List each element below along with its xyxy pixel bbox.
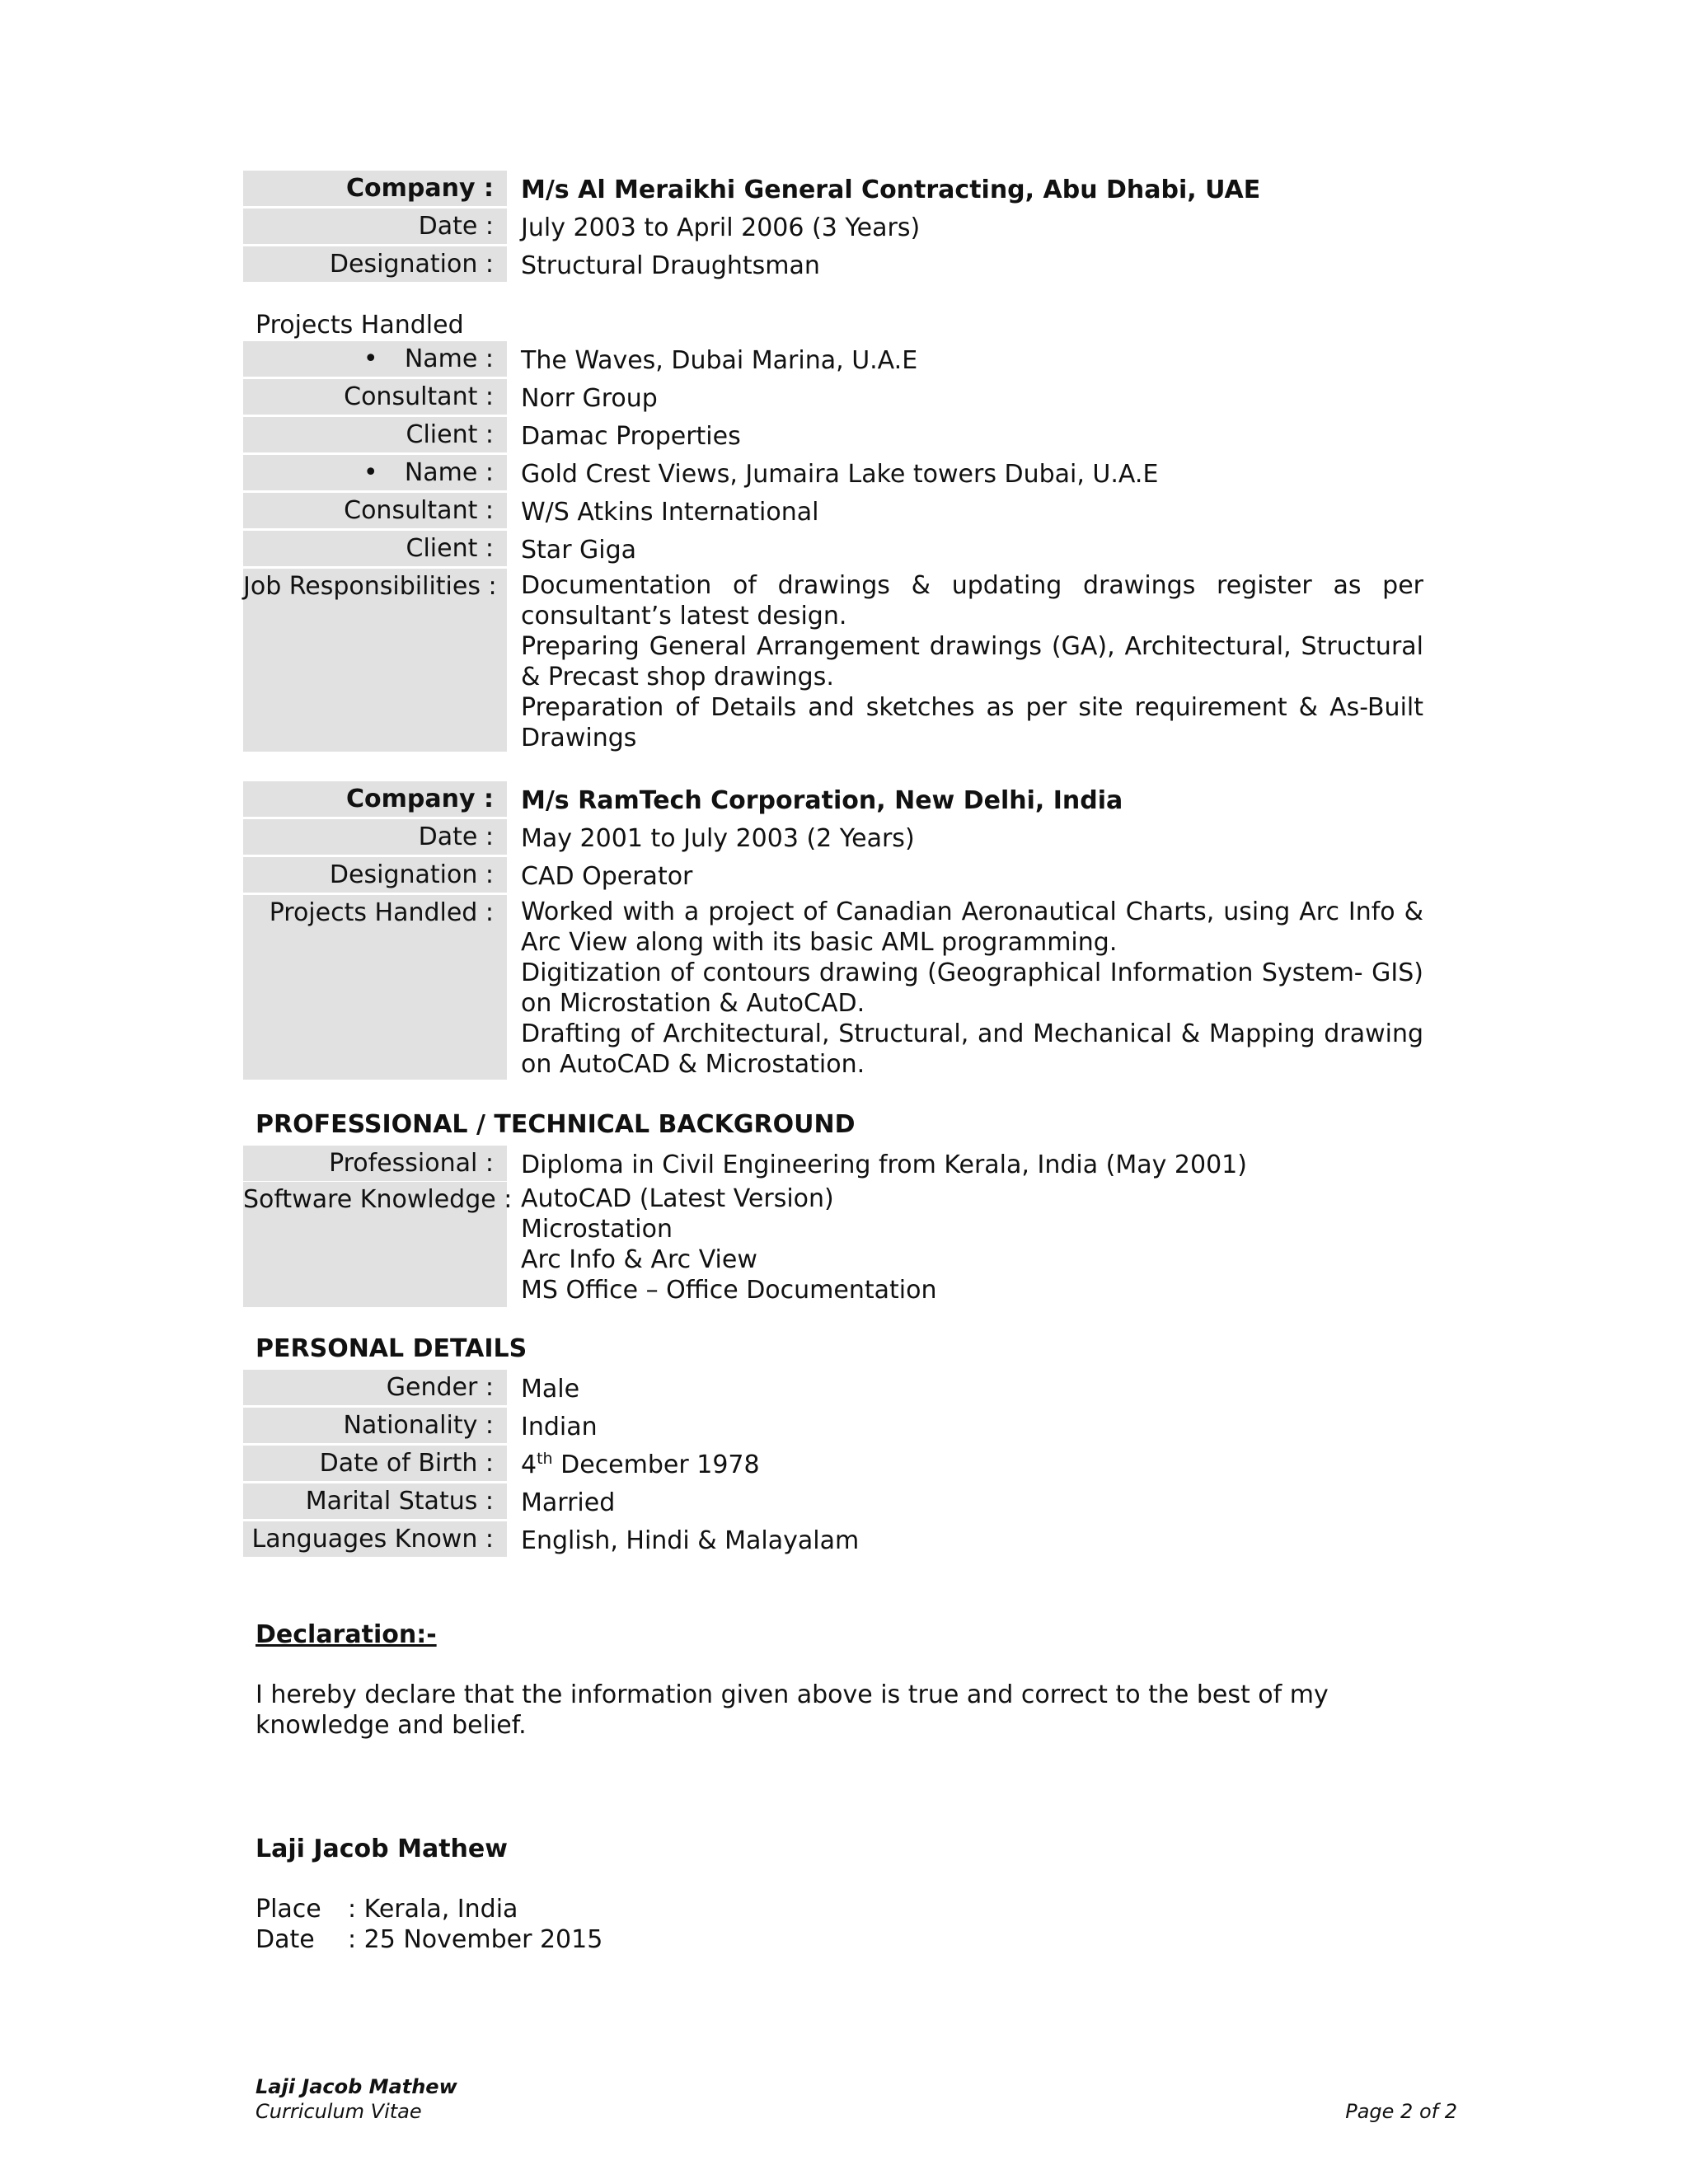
languages-value: English, Hindi & Malayalam bbox=[521, 1526, 860, 1555]
designation-value: Structural Draughtsman bbox=[521, 251, 820, 280]
gender-value: Male bbox=[521, 1375, 580, 1404]
personal-heading: PERSONAL DETAILS bbox=[256, 1334, 528, 1363]
languages-label: Languages Known : bbox=[243, 1521, 507, 1557]
date-label: Date : bbox=[243, 819, 507, 855]
software-item: AutoCAD (Latest Version) bbox=[521, 1184, 834, 1213]
exp2-designation-row bbox=[243, 857, 1423, 893]
client-label: Client : bbox=[243, 417, 507, 452]
consultant-label: Consultant : bbox=[243, 379, 507, 415]
professional-label: Professional : bbox=[243, 1146, 507, 1181]
date-value: May 2001 to July 2003 (2 Years) bbox=[521, 824, 915, 853]
place-label: Place bbox=[256, 1895, 321, 1924]
nationality-value: Indian bbox=[521, 1413, 598, 1441]
declaration-text: I hereby declare that the information given above is true and correct to the best of my knowledge and belief. bbox=[256, 1680, 1329, 1740]
gender-row bbox=[243, 1370, 1423, 1405]
project2-client-row bbox=[243, 531, 1423, 566]
marital-value: Married bbox=[521, 1488, 616, 1517]
place-date-block bbox=[256, 1894, 1426, 1955]
date-value: July 2003 to April 2006 (3 Years) bbox=[521, 213, 921, 242]
professional-value: Diploma in Civil Engineering from Kerala, India (May 2001) bbox=[521, 1151, 1247, 1179]
gender-label: Gender : bbox=[243, 1370, 507, 1405]
nationality-row bbox=[243, 1408, 1423, 1443]
project-item: Drafting of Architectural, Structural, and Mechanical & Mapping drawing on AutoCAD & Microstation. bbox=[521, 1019, 1423, 1079]
project2-consultant-row bbox=[243, 493, 1423, 528]
software-item: Arc Info & Arc View bbox=[521, 1245, 757, 1274]
project1-client-row bbox=[243, 417, 1423, 452]
exp2-date-row bbox=[243, 819, 1423, 855]
responsibility-item: Documentation of drawings & updating drawings register as per consultant’s latest design. bbox=[521, 571, 1423, 630]
exp1-designation-row bbox=[243, 246, 1423, 282]
footer-page-number: Page 2 of 2 bbox=[1345, 2100, 1457, 2123]
responsibility-item: Preparing General Arrangement drawings (GA), Architectural, Structural & Precast shop drawings. bbox=[521, 632, 1423, 691]
designation-value: CAD Operator bbox=[521, 862, 693, 891]
software-label: Software Knowledge : bbox=[243, 1182, 507, 1307]
place-value: : Kerala, India bbox=[348, 1895, 518, 1924]
exp2-company-row bbox=[243, 781, 1423, 817]
projects-handled-list bbox=[507, 895, 1423, 1080]
marital-label: Marital Status : bbox=[243, 1483, 507, 1519]
date-label: Date bbox=[256, 1925, 315, 1954]
footer-name: Laji Jacob Mathew bbox=[256, 2075, 457, 2098]
exp1-date-row bbox=[243, 209, 1423, 244]
designation-label: Designation : bbox=[243, 246, 507, 282]
dob-label: Date of Birth : bbox=[243, 1446, 507, 1481]
responsibility-item: Preparation of Details and sketches as per site requirement & As-Built Drawings bbox=[521, 693, 1423, 752]
client-value: Damac Properties bbox=[521, 422, 741, 451]
footer-doc-title: Curriculum Vitae bbox=[256, 2100, 422, 2123]
declaration-heading: Declaration:- bbox=[256, 1620, 437, 1649]
place-row bbox=[256, 1894, 1426, 1924]
exp1-company-row bbox=[243, 171, 1423, 206]
project-name-value: Gold Crest Views, Jumaira Lake towers Dubai, U.A.E bbox=[521, 460, 1159, 489]
company-label: Company : bbox=[243, 171, 507, 206]
consultant-value: Norr Group bbox=[521, 384, 658, 413]
consultant-value: W/S Atkins International bbox=[521, 498, 819, 527]
background-heading: PROFESSIONAL / TECHNICAL BACKGROUND bbox=[256, 1110, 856, 1139]
software-list bbox=[507, 1182, 1423, 1307]
software-item: Microstation bbox=[521, 1215, 673, 1244]
date-value: : 25 November 2015 bbox=[348, 1925, 603, 1954]
job-responsibilities-list bbox=[507, 569, 1423, 754]
signature-name: Laji Jacob Mathew bbox=[256, 1835, 508, 1863]
languages-row bbox=[243, 1521, 1423, 1557]
consultant-label: Consultant : bbox=[243, 493, 507, 528]
dob-value: 4th December 1978 bbox=[521, 1450, 760, 1479]
bullet-icon: • bbox=[363, 344, 378, 373]
date-label: Date : bbox=[243, 209, 507, 244]
project-item: Digitization of contours drawing (Geographical Information System- GIS) on Microstation & AutoCAD. bbox=[521, 958, 1423, 1018]
company-label: Company : bbox=[243, 781, 507, 817]
project2-name-row bbox=[243, 455, 1423, 490]
projects-handled-label: Projects Handled : bbox=[243, 895, 507, 1080]
client-value: Star Giga bbox=[521, 536, 637, 565]
project1-name-row bbox=[243, 341, 1423, 377]
job-responsibilities-row bbox=[243, 569, 1423, 754]
company-value: M/s Al Meraikhi General Contracting, Abu Dhabi, UAE bbox=[521, 176, 1261, 204]
software-item: MS Office – Office Documentation bbox=[521, 1276, 937, 1305]
dob-row bbox=[243, 1446, 1423, 1481]
project-name-value: The Waves, Dubai Marina, U.A.E bbox=[521, 346, 918, 375]
professional-row bbox=[243, 1146, 1423, 1181]
software-row bbox=[243, 1182, 1423, 1307]
bullet-icon: • bbox=[363, 458, 378, 487]
project-name-label: • Name : bbox=[243, 455, 507, 490]
project1-consultant-row bbox=[243, 379, 1423, 415]
company-value: M/s RamTech Corporation, New Delhi, India bbox=[521, 786, 1123, 815]
projects-handled-heading: Projects Handled bbox=[256, 311, 464, 340]
nationality-label: Nationality : bbox=[243, 1408, 507, 1443]
project-name-label: • Name : bbox=[243, 341, 507, 377]
client-label: Client : bbox=[243, 531, 507, 566]
marital-row bbox=[243, 1483, 1423, 1519]
project-item: Worked with a project of Canadian Aeronautical Charts, using Arc Info & Arc View along with its basic AML programming. bbox=[521, 898, 1423, 957]
designation-label: Designation : bbox=[243, 857, 507, 893]
job-responsibilities-label: Job Responsibilities : bbox=[243, 569, 507, 752]
date-row bbox=[256, 1924, 1426, 1955]
exp2-projects-row bbox=[243, 895, 1423, 1080]
